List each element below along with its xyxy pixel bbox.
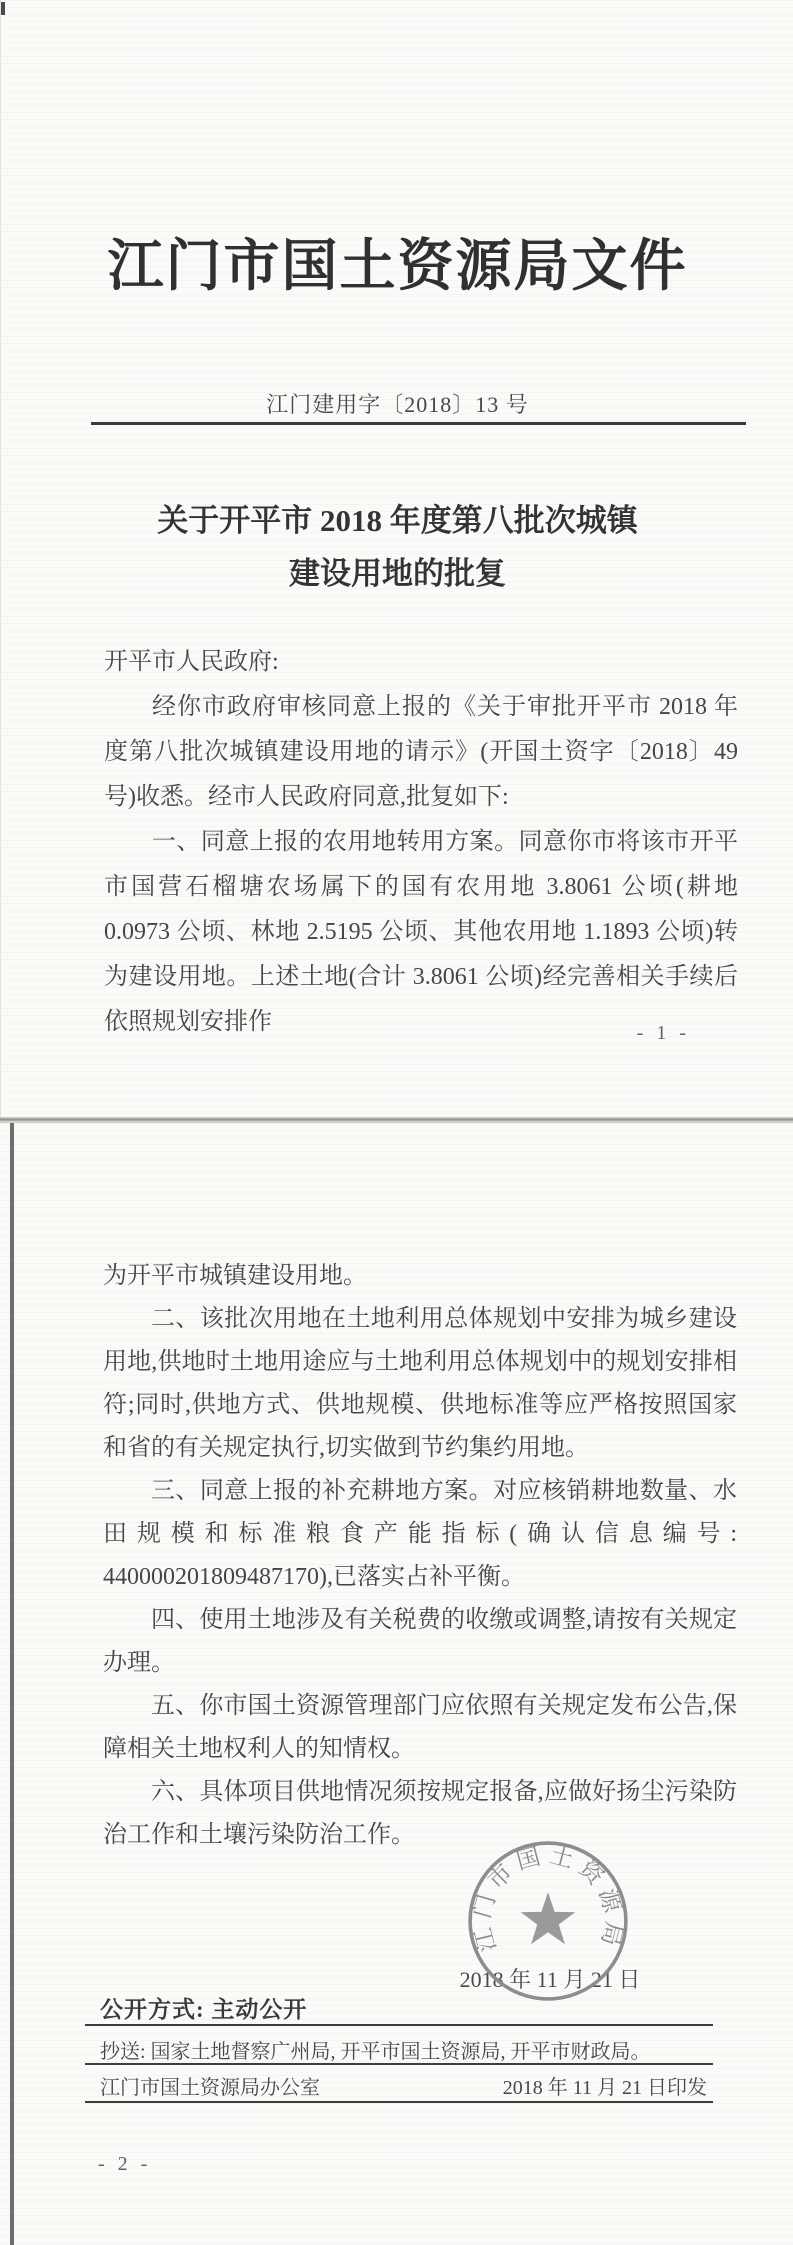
footer-rule [85, 2101, 713, 2103]
paragraph: 经你市政府审核同意上报的《关于审批开平市 2018 年度第八批次城镇建设用地的请示》(开国土资字〔2018〕49 号)收悉。经市人民政府同意,批复如下: [104, 694, 738, 810]
paragraph: 三、同意上报的补充耕地方案。对应核销耕地数量、水田规模和标准粮食产能指标(确认信息编号: 440000201809487170),已落实占补平衡。 [103, 1478, 737, 1590]
page2-body [103, 1255, 737, 1857]
paragraph: 四、使用土地涉及有关税费的收缴或调整,请按有关规定办理。 [103, 1607, 737, 1676]
paragraph: 二、该批次用地在土地利用总体规划中安排为城乡建设用地,供地时土地用途应与土地利用总体规划中的规划安排相符;同时,供地方式、供地规模、供地标准等应严格按照国家和省的有关规定执行,切实做到节约集约用地。 [103, 1306, 737, 1461]
scan-artifact-mark [1, 2, 5, 15]
paragraph: 一、同意上报的农用地转用方案。同意你市将该市开平市国营石榴塘农场属下的国有农用地 3.8061 公顷(耕地 0.0973 公顷、林地 2.5195 公顷、其他农用地 1.1893 公顷)转为建设用地。上述土地(合计 3.8061 公顷)经完善相关手续后依照规划安排作 [104, 829, 738, 1035]
issuing-office: 江门市国土资源局办公室 [100, 2077, 320, 2099]
doc-number: 江门建用字〔2018〕13 号 [266, 392, 529, 417]
office-row [85, 2071, 713, 2100]
page-1 [0, 0, 793, 1117]
salutation: 开平市人民政府: [104, 649, 279, 675]
doc-title-line2: 建设用地的批复 [289, 556, 506, 591]
paragraph: 五、你市国土资源管理部门应依照有关规定发布公告,保障相关土地权利人的知情权。 [103, 1693, 737, 1762]
footer-rule [85, 2024, 713, 2026]
paragraph: 六、具体项目供地情况须按规定报备,应做好扬尘污染防治工作和土壤污染防治工作。 [103, 1779, 737, 1848]
header-rule [91, 422, 746, 425]
paragraph: 为开平市城镇建设用地。 [103, 1263, 367, 1289]
left-binding-line [10, 1123, 14, 2245]
star-icon [521, 1892, 576, 1944]
page-2 [0, 1122, 793, 2245]
org-header-title: 江门市国土资源局文件 [107, 236, 688, 298]
issue-date: 2018 年 11 月 21 日 [459, 1967, 641, 1992]
official-seal [466, 1839, 630, 2003]
page1-body [104, 640, 738, 1045]
cc-row: 抄送: 国家土地督察广州局, 开平市国土资源局, 开平市财政局。 [100, 2041, 651, 2063]
doc-title-line1: 关于开平市 2018 年度第八批次城镇 [157, 503, 638, 538]
page-number-1: - 1 - [636, 1022, 690, 1044]
print-date: 2018 年 11 月 21 日印发 [502, 2077, 707, 2099]
doc-title [1, 494, 793, 600]
seal-text: 江门市国土资源局 [469, 1842, 627, 1955]
footer-rule [85, 2063, 713, 2065]
publicity-row: 公开方式: 主动公开 [100, 1997, 308, 2022]
page-number-2: - 2 - [98, 2153, 152, 2175]
